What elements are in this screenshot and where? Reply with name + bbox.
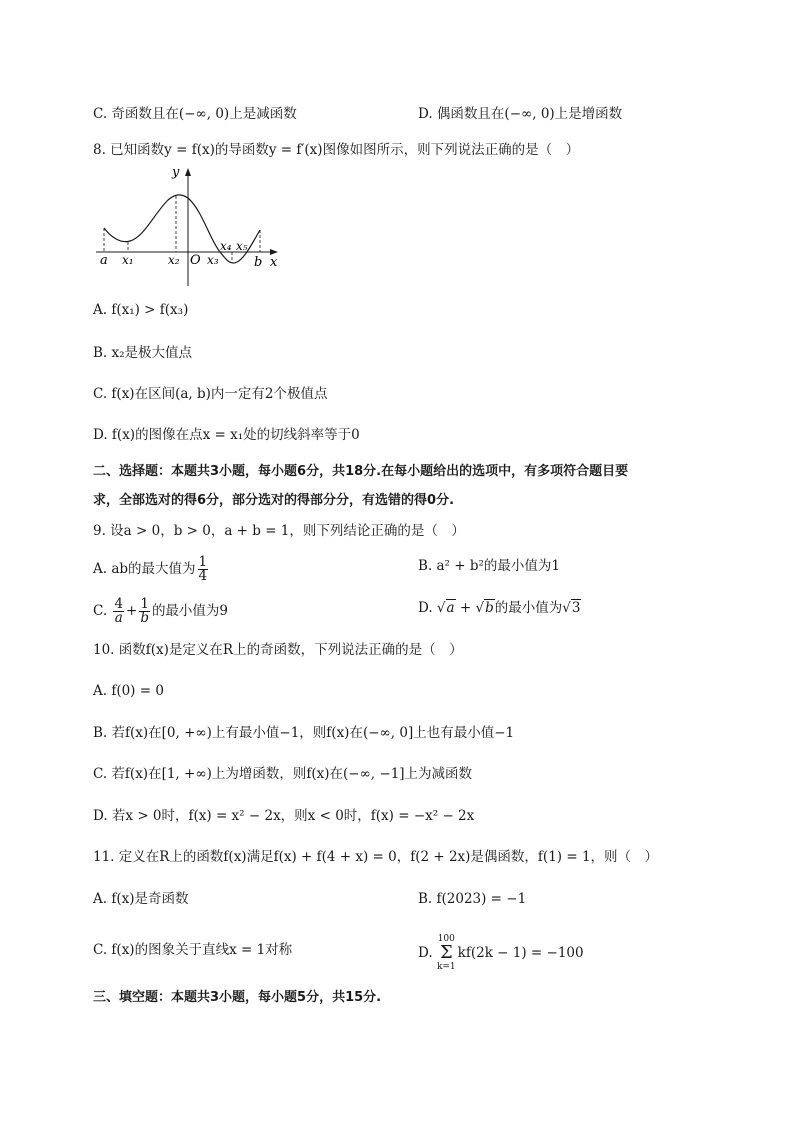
frac-den: a xyxy=(114,610,123,626)
q9-option-b: B. a² + b²的最小值为1 xyxy=(418,558,561,574)
fraction-1-over-b xyxy=(139,598,150,625)
q11-option-d xyxy=(418,934,584,972)
q11-option-c: C. f(x)的图象关于直线x = 1对称 xyxy=(93,942,293,958)
label-x4: x₄ xyxy=(220,239,232,253)
q10-option-c: C. 若f(x)在[1, +∞)上为增函数，则f(x)在(−∞, −1]上为减函数 xyxy=(93,766,473,782)
q7-option-c: C. 奇函数且在(−∞, 0)上是减函数 xyxy=(93,106,297,122)
section2-heading-line2: 求，全部选对的得6分，部分选对的得部分分，有选错的得0分. xyxy=(93,493,455,508)
q8-option-c: C. f(x)在区间(a, b)内一定有2个极值点 xyxy=(93,386,328,402)
q11-option-d-text: kf(2k − 1) = −100 xyxy=(457,945,584,961)
label-a: a xyxy=(100,253,108,268)
q8-option-a: A. f(x₁) > f(x₃) xyxy=(93,302,189,318)
q9-option-c-text: 的最小值为9 xyxy=(151,603,229,619)
q11-option-a: A. f(x)是奇函数 xyxy=(93,891,189,907)
summation-sign: 100 Σ k=1 xyxy=(436,934,456,972)
sqrt-b: b xyxy=(485,600,494,616)
q10-stem: 10. 函数f(x)是定义在R上的奇函数，下列说法正确的是（ ） xyxy=(93,642,463,658)
q11-stem: 11. 定义在R上的函数f(x)满足f(x) + f(4 + x) = 0，f(2 + 2x)是偶函数，f(1) = 1，则（ ） xyxy=(93,849,659,865)
label-y: y xyxy=(172,165,180,180)
q9-option-c-letter: C. xyxy=(93,603,108,619)
sum-upper: 100 xyxy=(437,934,455,944)
fraction-one-quarter xyxy=(198,556,209,583)
sqrt-3: 3 xyxy=(571,600,581,616)
q8-derivative-graph xyxy=(92,162,284,290)
q9-option-d: D. √a + √b的最小值为√3 xyxy=(418,600,581,616)
fraction-4-over-a xyxy=(113,598,124,625)
frac-num: 4 xyxy=(114,596,124,612)
sum-lower: k=1 xyxy=(436,962,456,972)
y-axis-arrow xyxy=(185,168,191,176)
section2-heading-line1: 二、选择题：本题共3小题，每小题6分，共18分.在每小题给出的选项中，有多项符合题目要 xyxy=(93,464,629,479)
q10-option-b: B. 若f(x)在[0, +∞)上有最小值−1，则f(x)在(−∞, 0]上也有最小值−1 xyxy=(93,725,515,741)
frac-num: 1 xyxy=(198,554,208,570)
label-x2: x₂ xyxy=(168,253,180,267)
frac-den: 4 xyxy=(198,568,208,584)
q10-option-d: D. 若x > 0时，f(x) = x² − 2x，则x < 0时，f(x) = −x² − 2x xyxy=(93,808,475,824)
q9-option-a xyxy=(93,556,210,583)
q9-option-a-text: A. ab的最大值为 xyxy=(93,561,196,577)
frac-den: b xyxy=(140,610,149,626)
label-x3: x₃ xyxy=(207,253,219,267)
label-origin: O xyxy=(190,253,201,268)
q9-stem: 9. 设a > 0，b > 0，a + b = 1，则下列结论正确的是（ ） xyxy=(93,523,465,539)
q9-option-c: C. $\frac{4}{a}$ + $\frac{1}{b}$ 的最小值为9 xyxy=(93,596,229,626)
q8-option-d: D. f(x)的图像在点x = x₁处的切线斜率等于0 xyxy=(93,427,360,443)
frac-num: 1 xyxy=(140,596,149,612)
label-x1: x₁ xyxy=(122,253,134,267)
label-x5: x₅ xyxy=(236,239,248,253)
q9-option-d-text: 的最小值为 xyxy=(494,600,563,616)
label-x: x xyxy=(270,255,278,270)
q11-option-d-letter: D. xyxy=(418,945,433,961)
q8-stem: 8. 已知函数y = f(x)的导函数y = f′(x)图像如图所示，则下列说法正确的是（ ） xyxy=(93,142,580,158)
sqrt-a: a xyxy=(446,600,455,616)
q9-option-d-letter: D. xyxy=(418,600,433,616)
section3-heading: 三、填空题：本题共3小题，每小题5分，共15分. xyxy=(93,990,382,1005)
label-b: b xyxy=(254,255,263,270)
q7-option-d: D. 偶函数且在(−∞, 0)上是增函数 xyxy=(418,106,623,122)
q8-option-b: B. x₂是极大值点 xyxy=(93,345,193,361)
q10-option-a: A. f(0) = 0 xyxy=(93,683,164,699)
q11-option-b: B. f(2023) = −1 xyxy=(418,891,527,907)
